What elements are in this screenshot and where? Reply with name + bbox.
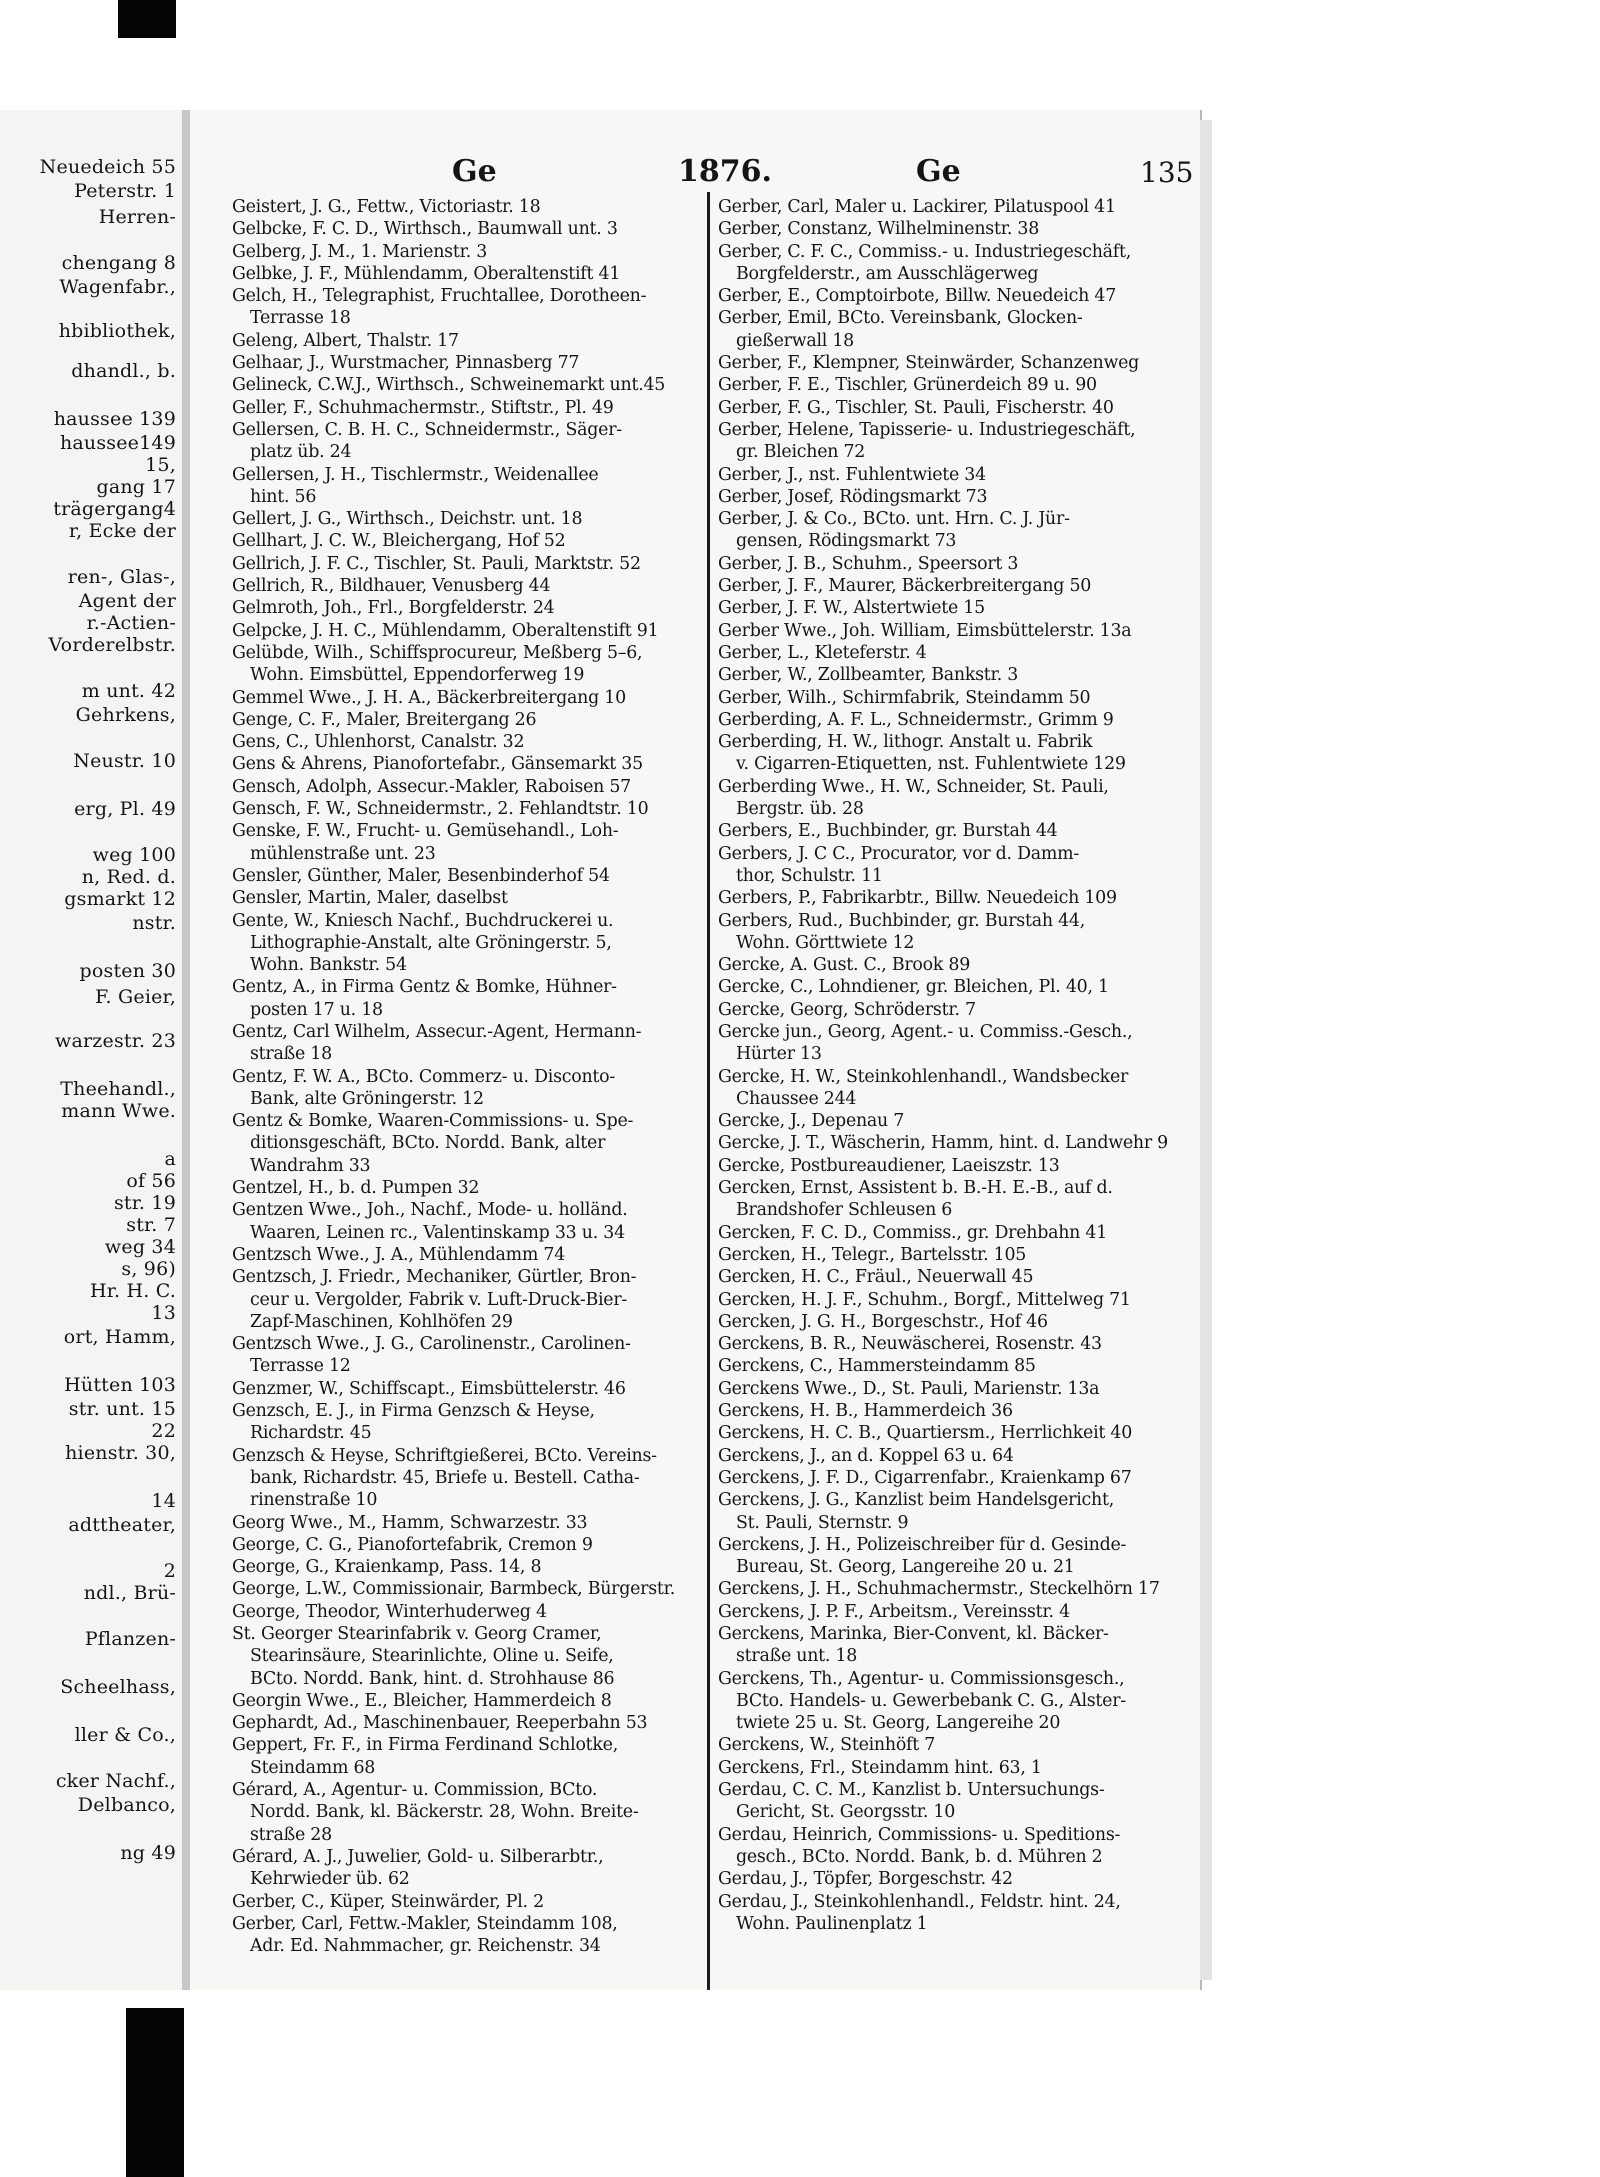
previous-page-line: trägergang4: [53, 498, 176, 520]
previous-page-line: Neustr. 10: [73, 750, 176, 772]
directory-entry: Gérard, A. J., Juwelier, Gold- u. Silberarbtr.,: [232, 1846, 604, 1867]
directory-entry: Gensler, Martin, Maler, daselbst: [232, 888, 508, 909]
directory-entry-continuation: Gericht, St. Georgsstr. 10: [736, 1802, 956, 1823]
directory-entry-continuation: platz üb. 24: [250, 442, 352, 463]
previous-page-line: Peterstr. 1: [74, 180, 176, 202]
directory-entry: Gerber, J., nst. Fuhlentwiete 34: [718, 464, 986, 485]
directory-entry: Gercke, H. W., Steinkohlenhandl., Wandsbecker: [718, 1066, 1129, 1087]
scanner-clamp-bottom: [126, 2008, 184, 2177]
previous-page-fragment: [0, 110, 184, 1990]
directory-entry: Gerckens, J. H., Polizeischreiber für d. Gesinde-: [718, 1534, 1127, 1555]
directory-entry-continuation: straße 28: [250, 1824, 332, 1845]
previous-page-line: 15,: [145, 454, 176, 476]
directory-entry: Gercke, J., Depenau 7: [718, 1111, 905, 1132]
previous-page-line: str. 19: [113, 1192, 176, 1214]
previous-page-line: nstr.: [132, 912, 176, 934]
directory-entry: Gercke jun., Georg, Agent.- u. Commiss.-Gesch.,: [718, 1021, 1133, 1042]
directory-entry-continuation: Terrasse 12: [250, 1356, 351, 1377]
directory-entry: Gelch, H., Telegraphist, Fruchtallee, Dorotheen-: [232, 286, 647, 307]
directory-entry: Geleng, Albert, Thalstr. 17: [232, 330, 459, 351]
directory-entry: Gercke, A. Gust. C., Brook 89: [718, 955, 971, 976]
directory-entry-continuation: Bureau, St. Georg, Langereihe 20 u. 21: [736, 1557, 1075, 1578]
right-column: [718, 196, 1188, 1935]
directory-entry-continuation: bank, Richardstr. 45, Briefe u. Bestell. Catha-: [250, 1467, 640, 1488]
directory-entry: Gercken, H., Telegr., Bartelsstr. 105: [718, 1244, 1027, 1265]
directory-entry: Gerber, F., Klempner, Steinwärder, Schanzenweg: [718, 353, 1140, 374]
directory-entry: Gerber, J. B., Schuhm., Speersort 3: [718, 553, 1019, 574]
directory-entry: Gellersen, J. H., Tischlermstr., Weidenallee: [232, 464, 599, 485]
directory-entry: Genzsch & Heyse, Schriftgießerei, BCto. Vereins-: [232, 1445, 657, 1466]
directory-entry: Gerckens, B. R., Neuwäscherei, Rosenstr. 43: [718, 1334, 1102, 1355]
previous-page-line: n, Red. d.: [81, 866, 176, 888]
previous-page-line: ren-, Glas-,: [67, 566, 176, 588]
previous-page-line: haussee149: [59, 432, 176, 454]
column-divider: [707, 192, 710, 1990]
previous-page-line: of 56: [126, 1170, 176, 1192]
scanner-clamp-top: [118, 0, 176, 38]
directory-entry-continuation: Richardstr. 45: [250, 1423, 372, 1444]
previous-page-line: Theehandl.,: [60, 1078, 176, 1100]
directory-entry-continuation: ditionsgeschäft, BCto. Nordd. Bank, alter: [250, 1133, 606, 1154]
directory-entry: Gerdau, Heinrich, Commissions- u. Speditions-: [718, 1824, 1121, 1845]
directory-entry-continuation: ceur u. Vergolder, Fabrik v. Luft-Druck-Bier-: [250, 1289, 628, 1310]
previous-page-line: Gehrkens,: [75, 704, 176, 726]
directory-entry: George, Theodor, Winterhuderweg 4: [232, 1601, 547, 1622]
directory-entry-continuation: straße 18: [250, 1044, 332, 1065]
directory-entry: Gerdau, C. C. M., Kanzlist b. Untersuchungs-: [718, 1780, 1105, 1801]
previous-page-line: F. Geier,: [95, 986, 176, 1008]
directory-entry: Gercke, J. T., Wäscherin, Hamm, hint. d. Landwehr 9: [718, 1133, 1168, 1154]
directory-entry: Gerber, Helene, Tapisserie- u. Industriegeschäft,: [718, 419, 1136, 440]
directory-entry-continuation: Wohn. Paulinenplatz 1: [736, 1913, 928, 1934]
directory-entry: Gerbers, P., Fabrikarbtr., Billw. Neuedeich 109: [718, 888, 1117, 909]
directory-entry: Gerckens, C., Hammersteindamm 85: [718, 1356, 1036, 1377]
previous-page-line: 13: [151, 1302, 176, 1324]
directory-entry: Gente, W., Kniesch Nachf., Buchdruckerei u.: [232, 910, 614, 931]
previous-page-line: warzestr. 23: [55, 1030, 176, 1052]
previous-page-line: erg, Pl. 49: [74, 798, 176, 820]
previous-page-line: str. unt. 15: [68, 1398, 176, 1420]
directory-entry: Gensch, F. W., Schneidermstr., 2. Fehlandtstr. 10: [232, 799, 649, 820]
directory-entry: Gentzel, H., b. d. Pumpen 32: [232, 1178, 480, 1199]
directory-entry-continuation: gesch., BCto. Nordd. Bank, b. d. Mühren 2: [736, 1846, 1103, 1867]
directory-entry-continuation: Hürter 13: [736, 1044, 822, 1065]
directory-entry: Gerber, Constanz, Wilhelminenstr. 38: [718, 219, 1040, 240]
directory-entry: Gentzsch Wwe., J. G., Carolinenstr., Carolinen-: [232, 1334, 631, 1355]
directory-entry: Gercken, Ernst, Assistent b. B.-H. E.-B., auf d.: [718, 1178, 1113, 1199]
directory-entry-continuation: Wandrahm 33: [250, 1155, 371, 1176]
directory-entry: Gerber, Carl, Maler u. Lackirer, Pilatuspool 41: [718, 197, 1116, 217]
directory-entry: George, C. G., Pianofortefabrik, Cremon 9: [232, 1534, 593, 1555]
directory-entry: Gerber, L., Kleteferstr. 4: [718, 642, 927, 663]
previous-page-line: Vorderelbstr.: [48, 634, 176, 656]
directory-entry-continuation: posten 17 u. 18: [250, 999, 383, 1020]
directory-entry-continuation: Terrasse 18: [250, 308, 351, 329]
directory-entry: Gerber, Emil, BCto. Vereinsbank, Glocken-: [718, 308, 1083, 329]
previous-page-line: weg 100: [92, 844, 176, 866]
directory-entry: Gercken, H. J. F., Schuhm., Borgf., Mittelweg 71: [718, 1289, 1131, 1310]
directory-entry-continuation: twiete 25 u. St. Georg, Langereihe 20: [736, 1713, 1061, 1734]
directory-entry: Gellersen, C. B. H. C., Schneidermstr., Säger-: [232, 419, 622, 440]
previous-page-line: Delbanco,: [77, 1794, 176, 1816]
previous-page-line: m unt. 42: [81, 680, 176, 702]
page-edge-shadow: [1200, 120, 1212, 1980]
directory-entry-continuation: Nordd. Bank, kl. Bäckerstr. 28, Wohn. Breite-: [250, 1802, 639, 1823]
directory-entry: Gelberg, J. M., 1. Marienstr. 3: [232, 241, 488, 262]
previous-page-line: a: [164, 1148, 176, 1170]
directory-entry-continuation: Kehrwieder üb. 62: [250, 1869, 410, 1890]
directory-entry-continuation: Brandshofer Schleusen 6: [736, 1200, 953, 1221]
directory-entry: Gerckens, J. F. D., Cigarrenfabr., Kraienkamp 67: [718, 1467, 1132, 1488]
directory-entry: Georg Wwe., M., Hamm, Schwarzestr. 33: [232, 1512, 588, 1533]
directory-entry: Gerckens, Marinka, Bier-Convent, kl. Bäcker-: [718, 1624, 1109, 1644]
directory-entry: Gellrich, R., Bildhauer, Venusberg 44: [232, 576, 551, 597]
previous-page-line: chengang 8: [61, 252, 176, 274]
running-head-right: Ge: [916, 154, 961, 189]
directory-entry: George, G., Kraienkamp, Pass. 14, 8: [232, 1557, 542, 1578]
previous-page-line: ng 49: [120, 1842, 176, 1864]
directory-entry: Gerckens, J. P. F., Arbeitsm., Vereinsstr. 4: [718, 1601, 1070, 1622]
directory-entry-continuation: Chaussee 244: [736, 1088, 857, 1109]
directory-entry: Genske, F. W., Frucht- u. Gemüsehandl., Loh-: [232, 821, 619, 842]
directory-entry-continuation: rinenstraße 10: [250, 1490, 378, 1511]
directory-entry: Gens, C., Uhlenhorst, Canalstr. 32: [232, 732, 525, 753]
previous-page-line: Pflanzen-: [84, 1628, 176, 1650]
directory-entry: Gellrich, J. F. C., Tischler, St. Pauli, Marktstr. 52: [232, 553, 641, 574]
directory-entry: Gentzsch, J. Friedr., Mechaniker, Gürtler, Bron-: [232, 1267, 637, 1288]
directory-entry-continuation: Adr. Ed. Nahmmacher, gr. Reichenstr. 34: [250, 1936, 601, 1957]
directory-entry: Gellhart, J. C. W., Bleichergang, Hof 52: [232, 531, 566, 552]
directory-entry: Gentzsch Wwe., J. A., Mühlendamm 74: [232, 1244, 566, 1265]
previous-page-line: ller & Co.,: [74, 1724, 176, 1746]
running-head-year: 1876.: [678, 154, 772, 189]
directory-entry: Gerber, E., Comptoirbote, Billw. Neuedeich 47: [718, 286, 1117, 307]
directory-entry-continuation: Steindamm 68: [250, 1757, 376, 1778]
directory-entry: Gelhaar, J., Wurstmacher, Pinnasberg 77: [232, 353, 580, 374]
previous-page-line: Hr. H. C.: [90, 1280, 176, 1302]
previous-page-line: Neuedeich 55: [39, 156, 176, 178]
directory-entry: Gentz, F. W. A., BCto. Commerz- u. Disconto-: [232, 1066, 616, 1087]
directory-entry: Gentz, A., in Firma Gentz & Bomke, Hühner-: [232, 977, 617, 998]
directory-entry: Gerber, J. F., Maurer, Bäckerbreitergang 50: [718, 576, 1092, 597]
previous-page-line: cker Nachf.,: [55, 1770, 176, 1792]
directory-entry: Gerckens, Th., Agentur- u. Commissionsgesch.,: [718, 1668, 1125, 1689]
previous-page-line: 22: [151, 1420, 176, 1442]
directory-entry: Gelineck, C.W.J., Wirthsch., Schweinemarkt unt.45: [232, 375, 666, 396]
directory-entry-continuation: mühlenstraße unt. 23: [250, 843, 436, 864]
directory-entry-continuation: Lithographie-Anstalt, alte Gröningerstr. 5,: [250, 932, 612, 953]
directory-entry: Gercke, Postbureaudiener, Laeiszstr. 13: [718, 1155, 1060, 1176]
directory-entry-continuation: Wohn. Görttwiete 12: [736, 932, 915, 953]
previous-page-line: adttheater,: [68, 1514, 176, 1536]
directory-entry-continuation: BCto. Nordd. Bank, hint. d. Strohhause 86: [250, 1668, 615, 1689]
directory-entry: Gerber, F. E., Tischler, Grünerdeich 89 u. 90: [718, 375, 1097, 396]
directory-entry: Gercken, H. C., Fräul., Neuerwall 45: [718, 1267, 1034, 1288]
page-number: 135: [1140, 156, 1194, 189]
directory-entry: Gentz, Carl Wilhelm, Assecur.-Agent, Hermann-: [232, 1021, 642, 1042]
previous-page-line: posten 30: [79, 960, 176, 982]
directory-entry: Genge, C. F., Maler, Breitergang 26: [232, 709, 537, 730]
directory-entry: Gelbcke, F. C. D., Wirthsch., Baumwall unt. 3: [232, 219, 618, 240]
directory-entry: Gentzen Wwe., Joh., Nachf., Mode- u. holländ.: [232, 1200, 628, 1221]
previous-page-line: haussee 139: [53, 408, 176, 430]
directory-entry-continuation: hint. 56: [250, 486, 317, 507]
directory-entry: Gerbers, Rud., Buchbinder, gr. Burstah 44,: [718, 910, 1085, 931]
previous-page-line: str. 7: [126, 1214, 176, 1236]
directory-entry-continuation: Waaren, Leinen rc., Valentinskamp 33 u. 34: [250, 1222, 625, 1243]
directory-entry: Geller, F., Schuhmachermstr., Stiftstr., Pl. 49: [232, 397, 614, 418]
directory-entry-continuation: Wohn. Bankstr. 54: [250, 955, 407, 976]
directory-entry: Gerberding, A. F. L., Schneidermstr., Grimm 9: [718, 709, 1114, 730]
directory-entry-continuation: Borgfelderstr., am Ausschlägerweg: [736, 263, 1039, 284]
directory-entry: Gerckens, Frl., Steindamm hint. 63, 1: [718, 1757, 1042, 1778]
directory-entry: Gerber, C., Küper, Steinwärder, Pl. 2: [232, 1891, 544, 1912]
directory-entry: St. Georger Stearinfabrik v. Georg Cramer,: [232, 1624, 602, 1644]
directory-entry: Gellert, J. G., Wirthsch., Deichstr. unt. 18: [232, 509, 583, 530]
directory-entry-continuation: gr. Bleichen 72: [736, 442, 866, 463]
directory-entry: Gerckens, H. C. B., Quartiersm., Herrlichkeit 40: [718, 1423, 1133, 1444]
previous-page-line: hbibliothek,: [58, 320, 176, 342]
directory-entry-continuation: Stearinsäure, Stearinlichte, Oline u. Seife,: [250, 1646, 614, 1667]
directory-entry: Gercken, J. G. H., Borgeschstr., Hof 46: [718, 1311, 1048, 1332]
directory-entry: Gerber, J. F. W., Alstertwiete 15: [718, 598, 985, 619]
previous-page-line: r.-Actien-: [86, 612, 176, 634]
page-header: [190, 110, 1200, 190]
directory-entry-continuation: Zapf-Maschinen, Kohlhöfen 29: [250, 1311, 513, 1332]
running-head-left: Ge: [452, 154, 497, 189]
directory-entry: Gentz & Bomke, Waaren-Commissions- u. Spe-: [232, 1111, 634, 1132]
directory-entry: Georgin Wwe., E., Bleicher, Hammerdeich 8: [232, 1690, 612, 1711]
directory-entry-continuation: Bank, alte Gröningerstr. 12: [250, 1088, 484, 1109]
directory-entry: Gerckens Wwe., D., St. Pauli, Marienstr. 13a: [718, 1378, 1100, 1399]
directory-entry-continuation: BCto. Handels- u. Gewerbebank C. G., Alster-: [736, 1690, 1126, 1711]
previous-page-line: Hütten 103: [64, 1374, 176, 1396]
directory-entry: Gerdau, J., Töpfer, Borgeschstr. 42: [718, 1869, 1013, 1890]
directory-entry: Gelbke, J. F., Mühlendamm, Oberaltenstift 41: [232, 263, 621, 284]
directory-entry-continuation: gießerwall 18: [736, 330, 854, 351]
directory-entry: Gens & Ahrens, Pianofortefabr., Gänsemarkt 35: [232, 754, 643, 775]
directory-entry: Gerbers, J. C C., Procurator, vor d. Damm-: [718, 843, 1080, 864]
directory-entry: Gerber, C. F. C., Commiss.- u. Industriegeschäft,: [718, 241, 1132, 262]
directory-entry: Gerberding, H. W., lithogr. Anstalt u. Fabrik: [718, 732, 1093, 753]
directory-entry: Genzmer, W., Schiffscapt., Eimsbüttelerstr. 46: [232, 1378, 626, 1399]
previous-page-line: Wagenfabr.,: [59, 276, 176, 298]
directory-entry-continuation: v. Cigarren-Etiquetten, nst. Fuhlentwiete 129: [736, 754, 1126, 775]
previous-page-line: gsmarkt 12: [64, 888, 176, 910]
directory-entry: George, L.W., Commissionair, Barmbeck, Bürgerstr.: [232, 1579, 676, 1600]
directory-entry: Gerckens, J. G., Kanzlist beim Handelsgericht,: [718, 1490, 1114, 1511]
directory-entry: Genzsch, E. J., in Firma Genzsch & Heyse,: [232, 1401, 595, 1422]
directory-entry: Gercke, C., Lohndiener, gr. Bleichen, Pl. 40, 1: [718, 977, 1109, 998]
directory-entry: Gephardt, Ad., Maschinenbauer, Reeperbahn 53: [232, 1713, 648, 1734]
directory-entry: Gerckens, H. B., Hammerdeich 36: [718, 1401, 1013, 1422]
previous-page-line: weg 34: [104, 1236, 176, 1258]
book-gutter: [182, 110, 190, 1990]
directory-entry: Geppert, Fr. F., in Firma Ferdinand Schlotke,: [232, 1735, 619, 1756]
previous-page-line: dhandl., b.: [71, 360, 176, 382]
previous-page-line: s, 96): [121, 1258, 176, 1280]
previous-page-line: 14: [151, 1490, 176, 1512]
directory-entry: Gerbers, E., Buchbinder, gr. Burstah 44: [718, 821, 1058, 842]
previous-page-line: Scheelhass,: [60, 1676, 176, 1698]
previous-page-line: Agent der: [78, 590, 176, 612]
directory-entry: Gerckens, W., Steinhöft 7: [718, 1735, 936, 1756]
directory-entry: Gercke, Georg, Schröderstr. 7: [718, 999, 976, 1020]
directory-entry: Gerber, F. G., Tischler, St. Pauli, Fischerstr. 40: [718, 397, 1114, 418]
directory-entry: Gerber Wwe., Joh. William, Eimsbüttelerstr. 13a: [718, 620, 1132, 641]
directory-entry-continuation: Bergstr. üb. 28: [736, 799, 864, 820]
previous-page-line: hienstr. 30,: [65, 1442, 176, 1464]
directory-entry-continuation: thor, Schulstr. 11: [736, 865, 883, 886]
previous-page-line: gang 17: [96, 476, 176, 498]
directory-entry-continuation: Wohn. Eimsbüttel, Eppendorferweg 19: [250, 665, 585, 686]
directory-entry: Gerber, Wilh., Schirmfabrik, Steindamm 50: [718, 687, 1091, 708]
directory-entry: Gerber, Josef, Rödingsmarkt 73: [718, 486, 988, 507]
directory-entry: Gerckens, J., an d. Koppel 63 u. 64: [718, 1445, 1014, 1466]
directory-entry: Gensch, Adolph, Assecur.-Makler, Raboisen 57: [232, 776, 631, 797]
previous-page-line: mann Wwe.: [61, 1100, 176, 1122]
previous-page-line: ort, Hamm,: [63, 1326, 176, 1348]
directory-page: [190, 110, 1202, 1990]
previous-page-line: 2: [163, 1560, 176, 1582]
directory-entry: Gerckens, J. H., Schuhmachermstr., Steckelhörn 17: [718, 1579, 1160, 1600]
left-column: [232, 196, 702, 1957]
previous-page-line: r, Ecke der: [68, 520, 176, 542]
directory-entry-continuation: straße unt. 18: [736, 1646, 858, 1667]
previous-page-line: ndl., Brü-: [83, 1582, 176, 1604]
directory-entry: Gensler, Günther, Maler, Besenbinderhof 54: [232, 865, 610, 886]
directory-entry: Gérard, A., Agentur- u. Commission, BCto.: [232, 1780, 598, 1801]
directory-entry: Gelpcke, J. H. C., Mühlendamm, Oberaltenstift 91: [232, 620, 659, 641]
directory-entry: Gerber, Carl, Fettw.-Makler, Steindamm 108,: [232, 1913, 618, 1934]
directory-entry: Gemmel Wwe., J. H. A., Bäckerbreitergang 10: [232, 687, 626, 708]
directory-entry-continuation: gensen, Rödingsmarkt 73: [736, 531, 957, 552]
directory-entry: Gelmroth, Joh., Frl., Borgfelderstr. 24: [232, 598, 555, 619]
directory-entry-continuation: St. Pauli, Sternstr. 9: [736, 1512, 909, 1533]
directory-entry: Gerberding Wwe., H. W., Schneider, St. Pauli,: [718, 776, 1109, 797]
directory-entry: Gerdau, J., Steinkohlenhandl., Feldstr. hint. 24,: [718, 1891, 1121, 1912]
previous-page-line: Herren-: [98, 206, 176, 228]
directory-entry: Gerber, J. & Co., BCto. unt. Hrn. C. J. Jür-: [718, 509, 1070, 530]
directory-entry: Gerber, W., Zollbeamter, Bankstr. 3: [718, 665, 1019, 686]
directory-entry: Gercken, F. C. D., Commiss., gr. Drehbahn 41: [718, 1222, 1108, 1243]
directory-entry: Geistert, J. G., Fettw., Victoriastr. 18: [232, 197, 541, 217]
directory-entry: Gelübde, Wilh., Schiffsprocureur, Meßberg 5–6,: [232, 642, 643, 663]
